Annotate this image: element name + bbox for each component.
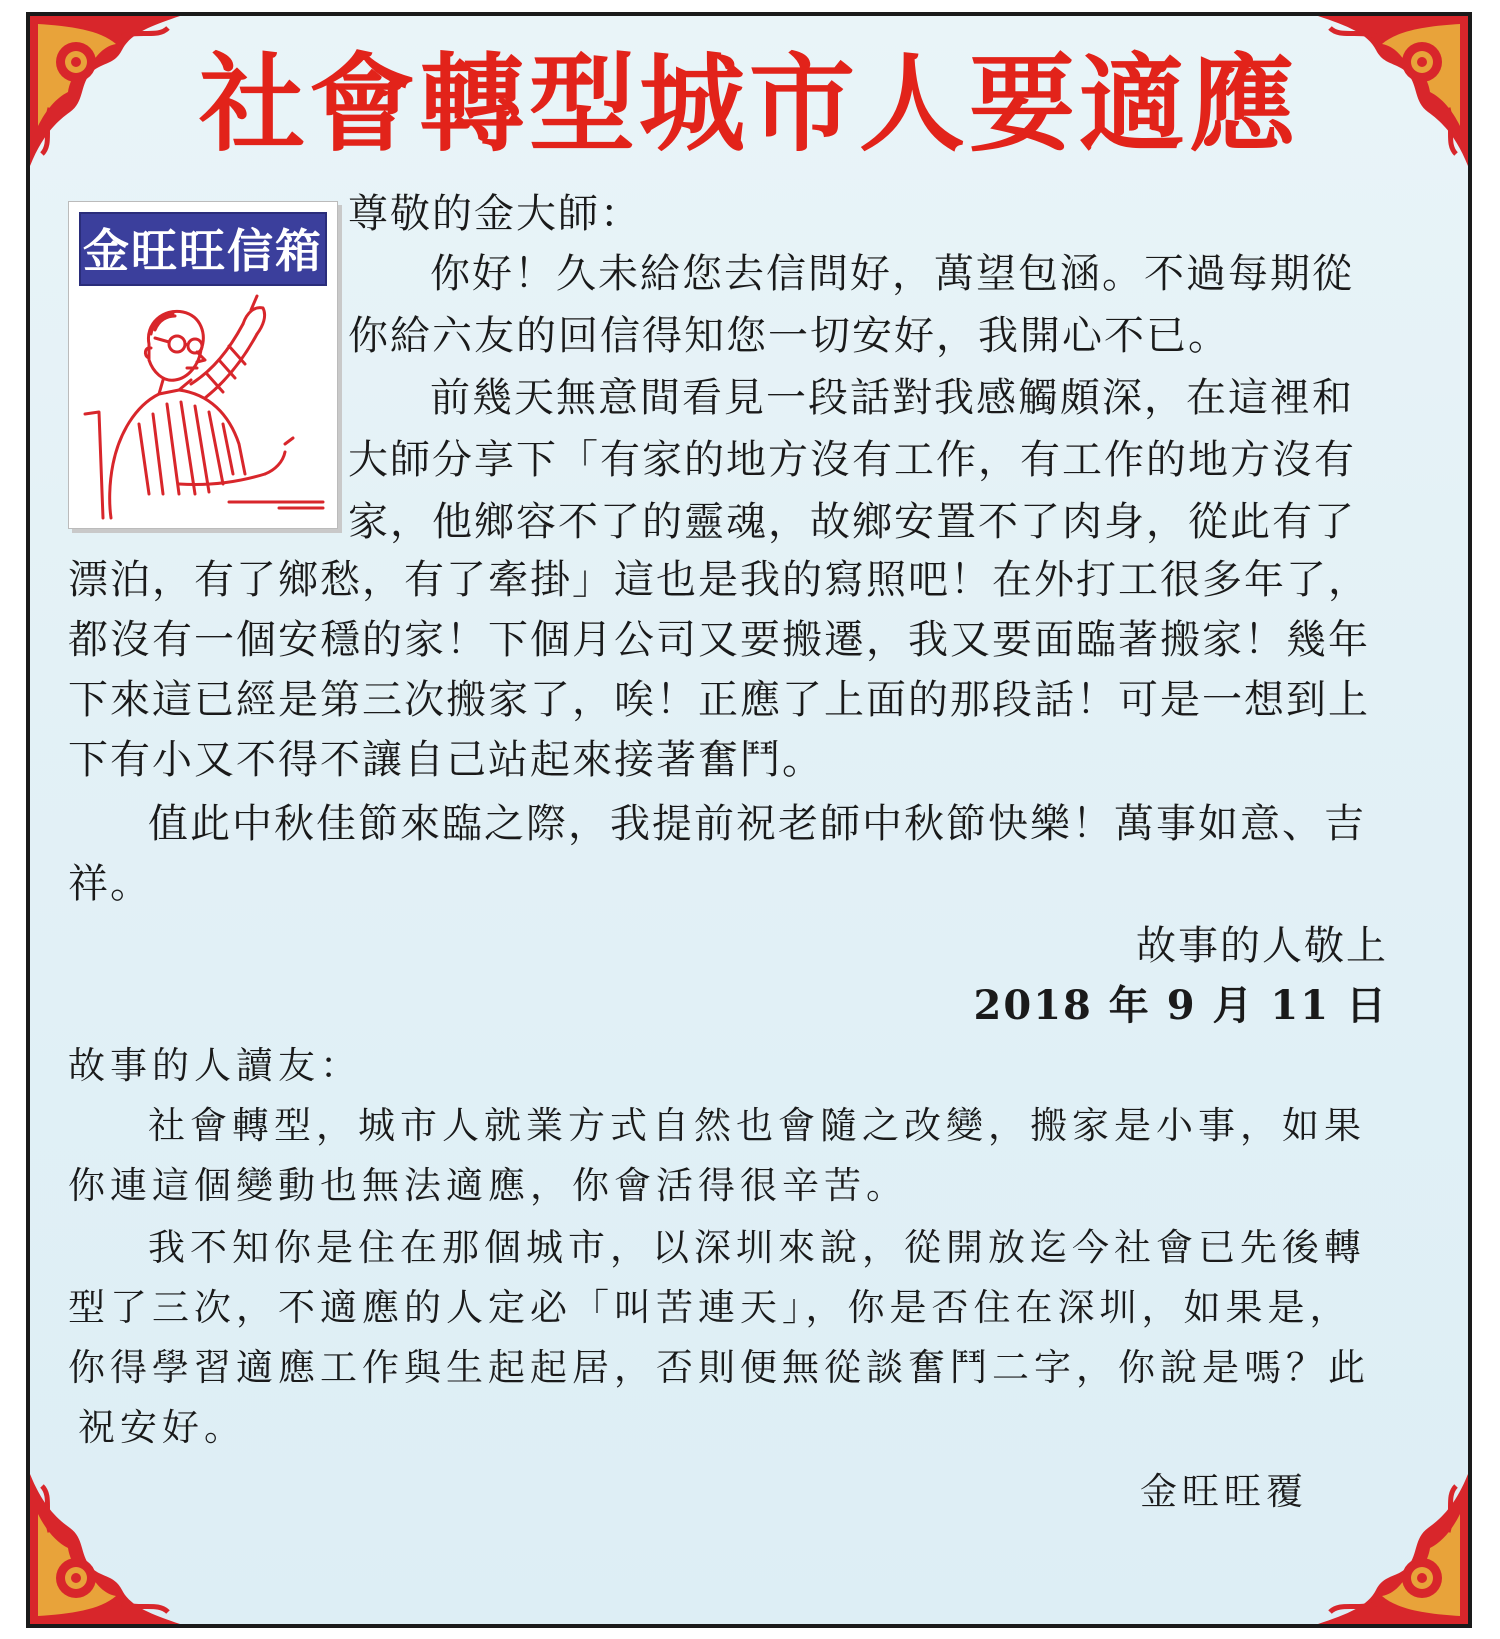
letter-line: 大師分享下「有家的地方沒有工作，有工作的地方沒有	[348, 437, 1356, 483]
corner-ornament-top-left	[30, 16, 180, 166]
reply-signature: 金旺旺覆	[1140, 1470, 1308, 1513]
letter-line: 下來這已經是第三次搬家了，唉！正應了上面的那段話！可是一想到上	[68, 677, 1370, 723]
reply-line: 社會轉型，城市人就業方式自然也會隨之改變，搬家是小事，如果	[148, 1104, 1366, 1147]
letter-line: 祥。	[68, 861, 152, 907]
letter-line: 家，他鄉容不了的靈魂，故鄉安置不了肉身，從此有了	[348, 499, 1356, 545]
letter-line: 你給六友的回信得知您一切安好，我開心不已。	[348, 313, 1230, 359]
reply-line: 你連這個變動也無法適應，你會活得很辛苦。	[68, 1164, 908, 1207]
letter-salutation: 尊敬的金大師：	[348, 191, 642, 237]
reply-salutation: 故事的人讀友：	[68, 1044, 362, 1087]
letter-line: 漂泊，有了鄉愁，有了牽掛」這也是我的寫照吧！在外打工很多年了，	[68, 557, 1370, 603]
column-label: 金旺旺信箱	[79, 212, 327, 286]
letter-line: 都沒有一個安穩的家！下個月公司又要搬遷，我又要面臨著搬家！幾年	[68, 617, 1370, 663]
letter-line: 你好！久未給您去信問好，萬望包涵。不過每期從	[430, 251, 1354, 297]
column-logo-box	[68, 201, 338, 529]
reply-line: 你得學習適應工作與生起起居，否則便無從談奮鬥二字，你說是嗎？此	[68, 1346, 1370, 1389]
columnist-illustration	[79, 294, 327, 520]
reply-line: 型了三次，不適應的人定必「叫苦連天」，你是否住在深圳，如果是，	[68, 1286, 1352, 1329]
article-frame	[26, 12, 1472, 1628]
letter-signature: 故事的人敬上	[1136, 923, 1388, 969]
reply-line: 我不知你是住在那個城市，以深圳來說，從開放迄今社會已先後轉	[148, 1226, 1366, 1269]
letter-line: 下有小又不得不讓自己站起來接著奮鬥。	[68, 737, 824, 783]
letter-date: 2018 年 9 月 11 日	[973, 982, 1388, 1029]
reply-line: 祝安好。	[78, 1406, 246, 1449]
letter-line: 前幾天無意間看見一段話對我感觸頗深，在這裡和	[430, 375, 1354, 421]
corner-ornament-top-right	[1318, 16, 1468, 166]
footer-note	[30, 1564, 1468, 1624]
letter-line: 值此中秋佳節來臨之際，我提前祝老師中秋節快樂！萬事如意、吉	[148, 801, 1366, 847]
article-headline: 社會轉型城市人要適應	[199, 41, 1299, 166]
